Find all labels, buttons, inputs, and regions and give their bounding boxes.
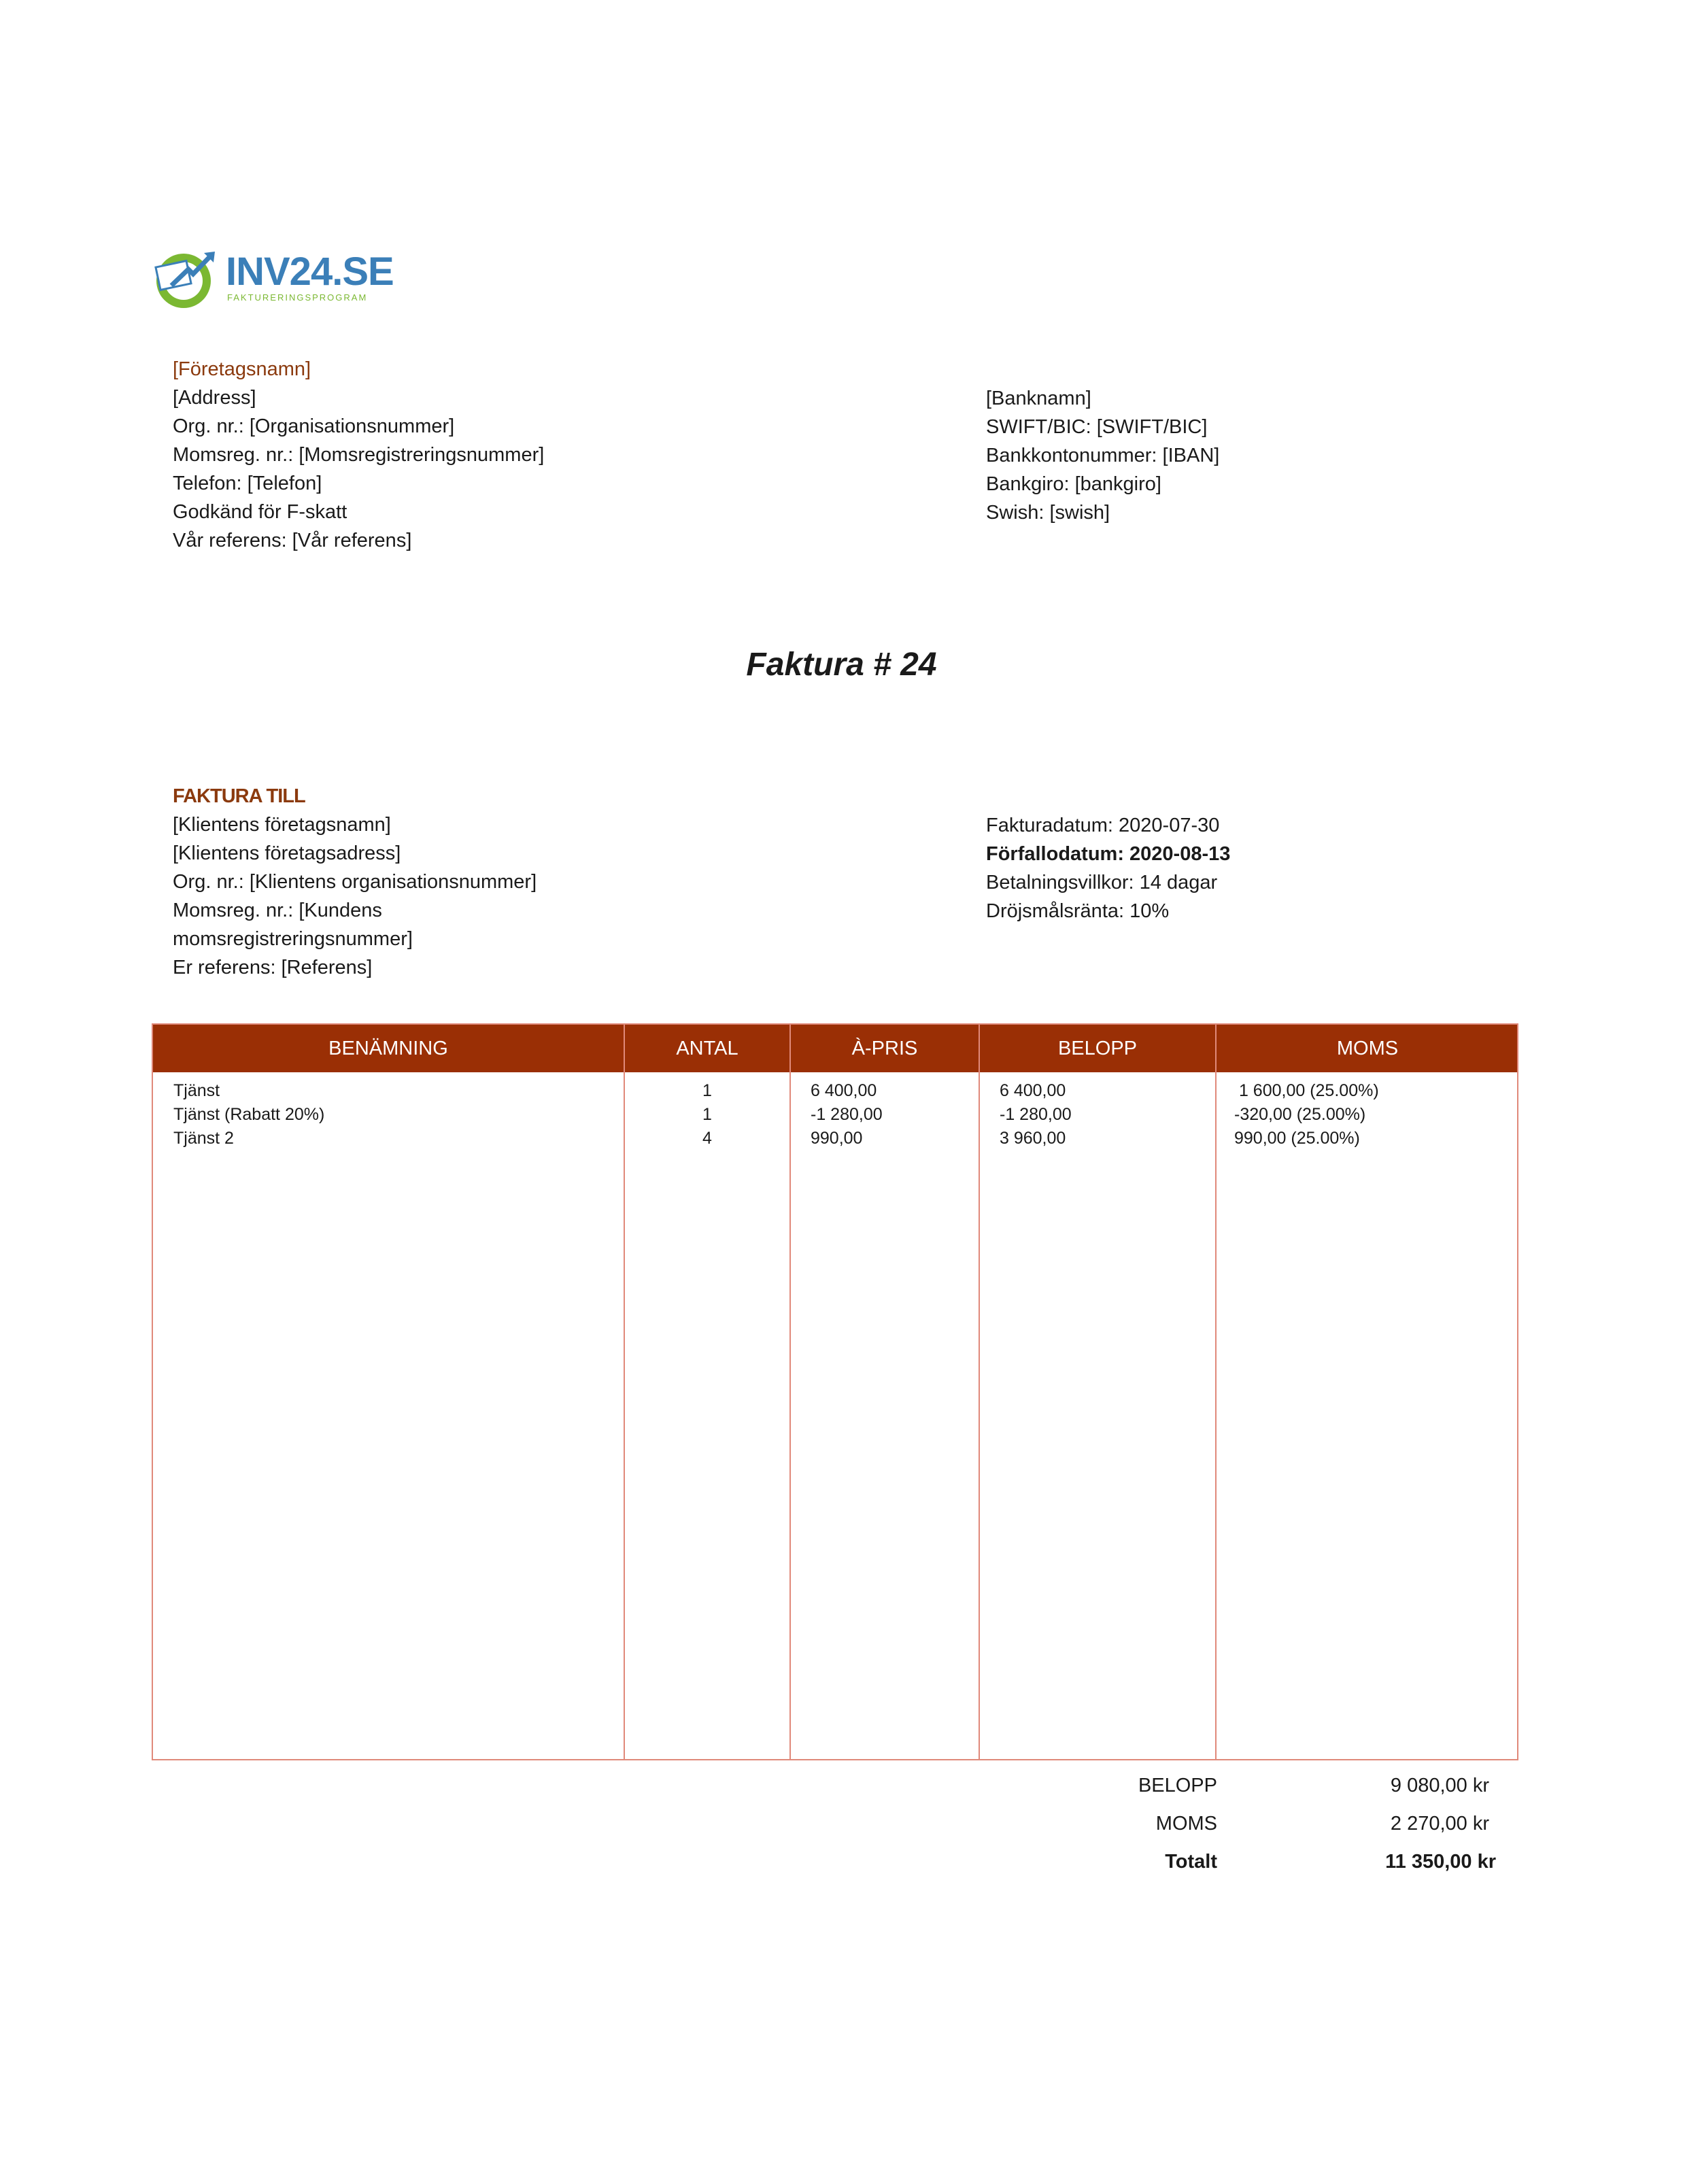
invoice-title: Faktura # 24 — [746, 647, 937, 683]
late-interest: Dröjsmålsränta: 10% — [986, 900, 1170, 922]
vat-total-value: 2 270,00 kr — [1390, 1813, 1489, 1835]
row-3-vat: 990,00 (25.00%) — [1234, 1129, 1360, 1148]
bank-info — [986, 384, 1219, 527]
company-name: [Företagsnamn] — [173, 358, 311, 380]
row-2-qty: 1 — [702, 1105, 712, 1124]
vat-total-label: MOMS — [1155, 1813, 1217, 1835]
client-vat-nr: Momsreg. nr.: [Kundens — [173, 900, 382, 921]
row-3-qty: 4 — [702, 1129, 712, 1148]
column-divider — [1215, 1025, 1217, 1759]
subtotal-value: 9 080,00 kr — [1390, 1775, 1489, 1796]
company-phone: Telefon: [Telefon] — [173, 473, 322, 494]
bank-swish: Swish: [swish] — [986, 502, 1110, 524]
row-1-name: Tjänst — [173, 1081, 220, 1100]
grand-total-label: Totalt — [1165, 1851, 1217, 1873]
company-f-tax: Godkänd för F-skatt — [173, 501, 347, 523]
header-vat: MOMS — [1336, 1038, 1399, 1059]
row-3-name: Tjänst 2 — [173, 1129, 234, 1148]
row-3-amount: 3 960,00 — [1000, 1129, 1066, 1148]
client-reference: Er referens: [Referens] — [173, 957, 373, 978]
row-1-qty: 1 — [702, 1081, 712, 1100]
column-divider — [789, 1025, 791, 1759]
header-amount: BELOPP — [1057, 1038, 1138, 1059]
client-address: [Klientens företagsadress] — [173, 842, 401, 864]
bank-swift: SWIFT/BIC: [SWIFT/BIC] — [986, 416, 1208, 438]
header-description: BENÄMNING — [328, 1038, 448, 1059]
grand-total-value: 11 350,00 kr — [1385, 1851, 1496, 1873]
due-date: Förfallodatum: 2020-08-13 — [986, 843, 1231, 865]
company-logo — [151, 243, 394, 311]
bank-giro: Bankgiro: [bankgiro] — [986, 473, 1161, 495]
row-2-price: -1 280,00 — [811, 1105, 883, 1124]
subtotal-label: BELOPP — [1138, 1775, 1217, 1796]
bill-to-heading: FAKTURA TILL — [173, 785, 305, 807]
row-2-vat: -320,00 (25.00%) — [1234, 1105, 1366, 1124]
logo-tagline: FAKTURERINGSPROGRAM — [227, 292, 368, 303]
invoice-date: Fakturadatum: 2020-07-30 — [986, 815, 1220, 836]
row-2-amount: -1 280,00 — [1000, 1105, 1072, 1124]
logo-brand: INV24.SE — [226, 250, 394, 294]
invoice-dates — [986, 811, 1230, 925]
company-reference: Vår referens: [Vår referens] — [173, 530, 412, 551]
bank-account: Bankkontonummer: [IBAN] — [986, 445, 1220, 466]
header-unit-price: À-PRIS — [851, 1038, 918, 1059]
bank-name: [Banknamn] — [986, 388, 1091, 409]
company-org-nr: Org. nr.: [Organisationsnummer] — [173, 415, 455, 437]
client-name: [Klientens företagsnamn] — [173, 814, 391, 836]
items-table — [152, 1023, 1518, 1760]
row-1-vat: 1 600,00 (25.00%) — [1234, 1081, 1379, 1100]
payment-terms: Betalningsvillkor: 14 dagar — [986, 872, 1218, 893]
company-address: [Address] — [173, 387, 256, 409]
row-1-amount: 6 400,00 — [1000, 1081, 1066, 1100]
client-vat-nr-cont: momsregistreringsnummer] — [173, 928, 413, 950]
row-1-price: 6 400,00 — [811, 1081, 877, 1100]
company-vat-nr: Momsreg. nr.: [Momsregistreringsnummer] — [173, 444, 545, 466]
bill-to — [173, 782, 537, 982]
header-quantity: ANTAL — [676, 1038, 738, 1059]
row-3-price: 990,00 — [811, 1129, 863, 1148]
client-org-nr: Org. nr.: [Klientens organisationsnummer] — [173, 871, 537, 893]
column-divider — [979, 1025, 980, 1759]
logo-icon — [151, 243, 219, 311]
row-2-name: Tjänst (Rabatt 20%) — [173, 1105, 325, 1124]
company-info — [173, 355, 544, 555]
